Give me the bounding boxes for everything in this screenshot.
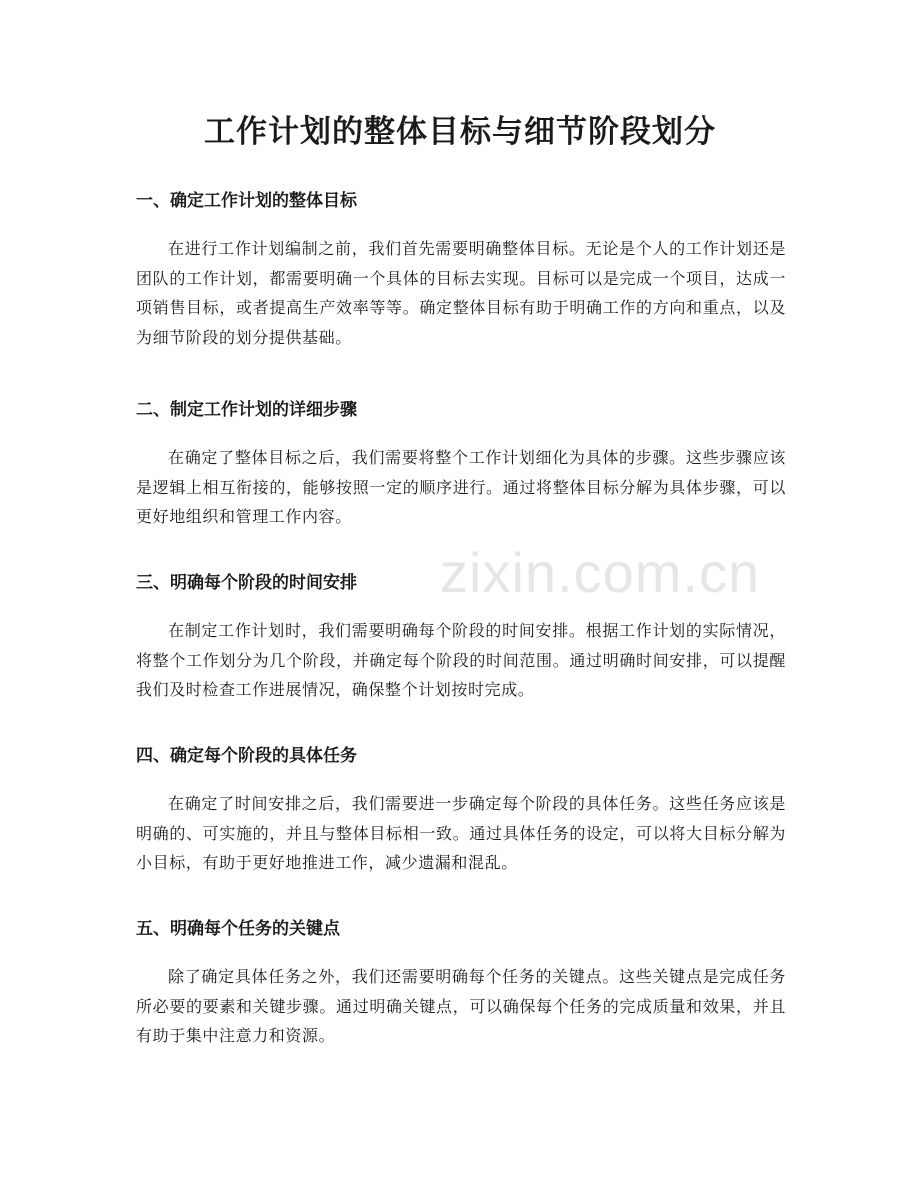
section-1	[136, 188, 786, 352]
section-heading: 五、明确每个任务的关键点	[136, 919, 340, 939]
section-heading: 一、确定工作计划的整体目标	[136, 191, 357, 211]
section-paragraph: 除了确定具体任务之外，我们还需要明确每个任务的关键点。这些关键点是完成任务所必要的要素和关键步骤。通过明确关键点，可以确保每个任务的完成质量和效果，并且有助于集中注意力和资源。	[136, 967, 786, 1045]
section-2	[136, 397, 786, 532]
section-5	[136, 916, 786, 1051]
section-paragraph: 在确定了整体目标之后，我们需要将整个工作计划细化为具体的步骤。这些步骤应该是逻辑上相互衔接的，能够按照一定的顺序进行。通过将整体目标分解为具体步骤，可以更好地组织和管理工作内容。	[136, 448, 786, 526]
section-heading: 三、明确每个阶段的时间安排	[136, 573, 357, 593]
watermark: zixin.com.cn	[440, 541, 761, 604]
section-4	[136, 743, 786, 878]
section-paragraph: 在确定了时间安排之后，我们需要进一步确定每个阶段的具体任务。这些任务应该是明确的、可实施的，并且与整体目标相一致。通过具体任务的设定，可以将大目标分解为小目标，有助于更好地推进工作，减少遗漏和混乱。	[136, 794, 786, 872]
section-heading: 四、确定每个阶段的具体任务	[136, 746, 357, 766]
section-heading: 二、制定工作计划的详细步骤	[136, 400, 357, 420]
section-paragraph: 在制定工作计划时，我们需要明确每个阶段的时间安排。根据工作计划的实际情况，将整个工作划分为几个阶段，并确定每个阶段的时间范围。通过明确时间安排，可以提醒我们及时检查工作进展情况，确保整个计划按时完成。	[136, 621, 786, 699]
section-3	[136, 570, 786, 705]
section-paragraph: 在进行工作计划编制之前，我们首先需要明确整体目标。无论是个人的工作计划还是团队的工作计划，都需要明确一个具体的目标去实现。目标可以是完成一个项目，达成一项销售目标，或者提高生产效率等等。确定整体目标有助于明确工作的方向和重点，以及为细节阶段的划分提供基础。	[136, 239, 786, 347]
page-title: 工作计划的整体目标与细节阶段划分	[204, 114, 716, 150]
